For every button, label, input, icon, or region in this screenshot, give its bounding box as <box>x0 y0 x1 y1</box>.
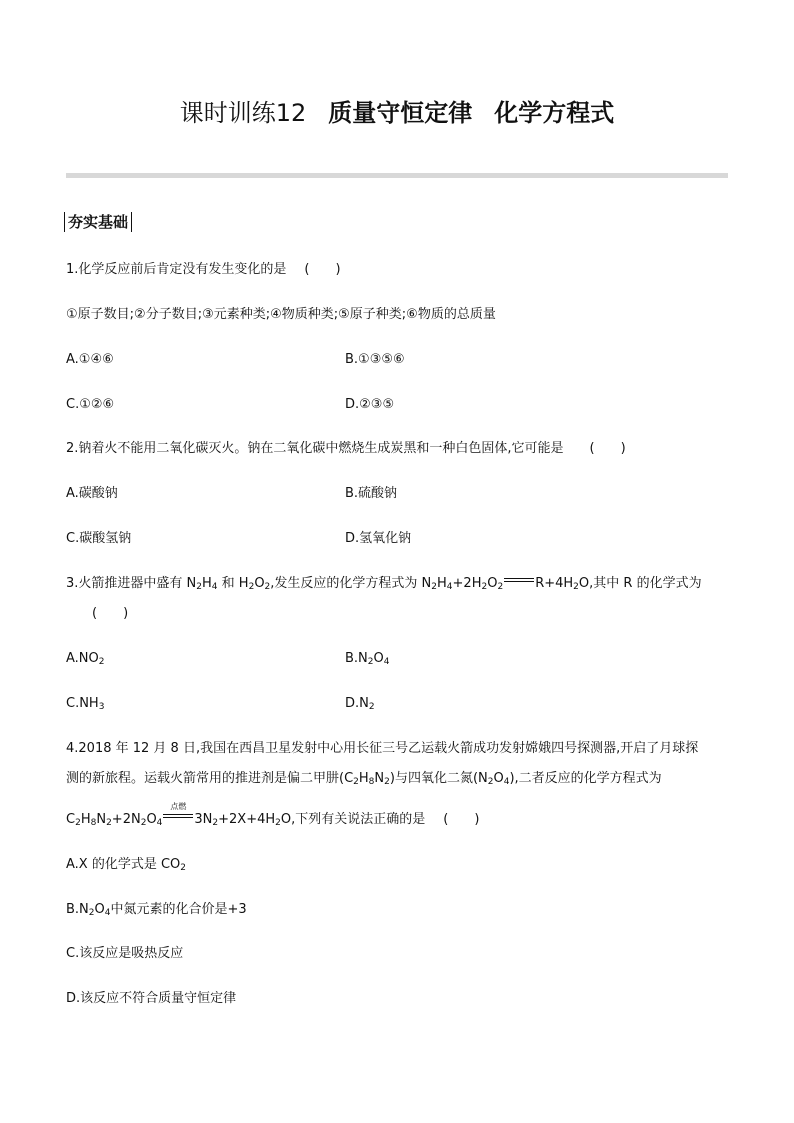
q1-stem-text: 1.化学反应前后肯定没有发生变化的是 <box>66 262 287 277</box>
q1-items: ①原子数目;②分子数目;③元素种类;④物质种类;⑤原子种类;⑥物质的总质量 <box>66 307 496 322</box>
q3-option-a: $A.NO_2$ <box>66 651 105 667</box>
q1-option-c: C.①②⑥ <box>66 397 115 412</box>
title-topic-2: 化学方程式 <box>494 99 615 127</box>
q1-option-a: A.①④⑥ <box>66 352 114 367</box>
q4-option-a: A.X 的化学式是 $CO_2$ <box>66 857 187 873</box>
q4-stem-line3 <box>66 802 480 830</box>
q2-answer-paren: ( ) <box>589 441 626 456</box>
q4-formula-c2h8n2: $C_2H_8N_2$ <box>344 771 390 787</box>
q2-option-a: A.碳酸钠 <box>66 486 118 501</box>
section-heading: 夯实基础 <box>64 212 132 232</box>
q4-text-4: O,下列有关说法正确的是 <box>280 812 426 827</box>
title-lesson: 课时训练12 <box>179 99 307 127</box>
title-divider <box>66 173 728 178</box>
q3-option-d: $D.N_2$ <box>345 696 375 712</box>
equals-sign-icon <box>504 577 534 585</box>
q4-text-1: 测的新旅程。运载火箭常用的推进剂是偏二甲肼( <box>66 771 345 786</box>
q4-option-c: C.该反应是吸热反应 <box>66 946 184 961</box>
q3-option-c: $C.NH_3$ <box>66 696 105 712</box>
q4-option-d: D.该反应不符合质量守恒定律 <box>66 991 237 1006</box>
q2-stem-text: 2.钠着火不能用二氧化碳灭火。钠在二氧化碳中燃烧生成炭黑和一种白色固体,它可能是 <box>66 441 564 456</box>
q4-text-3: ),二者反应的化学方程式为 <box>509 771 662 786</box>
reaction-arrow-icon <box>163 802 193 821</box>
q3-text-3: ,发生反应的化学方程式为 <box>270 576 422 591</box>
q1-stem <box>66 260 341 280</box>
q3-formula-h2o2: $H_2O_2$ <box>238 576 271 592</box>
page-title <box>0 96 794 130</box>
q3-answer-paren <box>92 604 128 624</box>
q4-option-b: $B.N_2O_4$中氮元素的化合价是+3 <box>66 902 247 918</box>
q2-option-c: C.碳酸氢钠 <box>66 531 132 546</box>
reaction-condition: 点燃 <box>170 802 187 811</box>
q1-answer-paren: ( ) <box>304 262 341 277</box>
q1-option-b: B.①③⑤⑥ <box>345 352 405 367</box>
q4-answer-paren: ( ) <box>443 812 480 827</box>
q2-stem <box>66 439 626 459</box>
q3-paren-text: ( ) <box>92 606 129 621</box>
q3-stem <box>66 574 702 594</box>
q3-formula-n2h4: $N_2H_4$ <box>186 576 218 592</box>
q3-text-4: ,其中 R 的化学式为 <box>589 576 702 591</box>
q3-option-b: $B.N_2O_4$ <box>345 651 390 667</box>
q4-stem-line1: 4.2018 年 12 月 8 日,我国在西昌卫星发射中心用长征三号乙运载火箭成功发射嫦娥四号探测器,开启了月球探 <box>66 741 699 756</box>
title-topic-1: 质量守恒定律 <box>328 99 473 127</box>
q3-equation: $N_2H_4+2H_2O_2$ $R+4H_2O$ <box>421 576 590 592</box>
q4-formula-n2o4: $N_2O_4$ <box>478 771 510 787</box>
q4-equation: $C_2H_8N_2+2N_2O_4$ 点燃 $3N_2+2X+4H_2$ <box>66 802 281 828</box>
q3-text-2: 和 <box>217 576 239 591</box>
q2-option-d: D.氢氧化钠 <box>345 531 412 546</box>
q4-stem-line2 <box>66 769 662 789</box>
q2-option-b: B.硫酸钠 <box>345 486 398 501</box>
q1-option-d: D.②③⑤ <box>345 397 395 412</box>
q4-text-2: )与四氧化二氮( <box>389 771 479 786</box>
q3-text-1: 3.火箭推进器中盛有 <box>66 576 187 591</box>
